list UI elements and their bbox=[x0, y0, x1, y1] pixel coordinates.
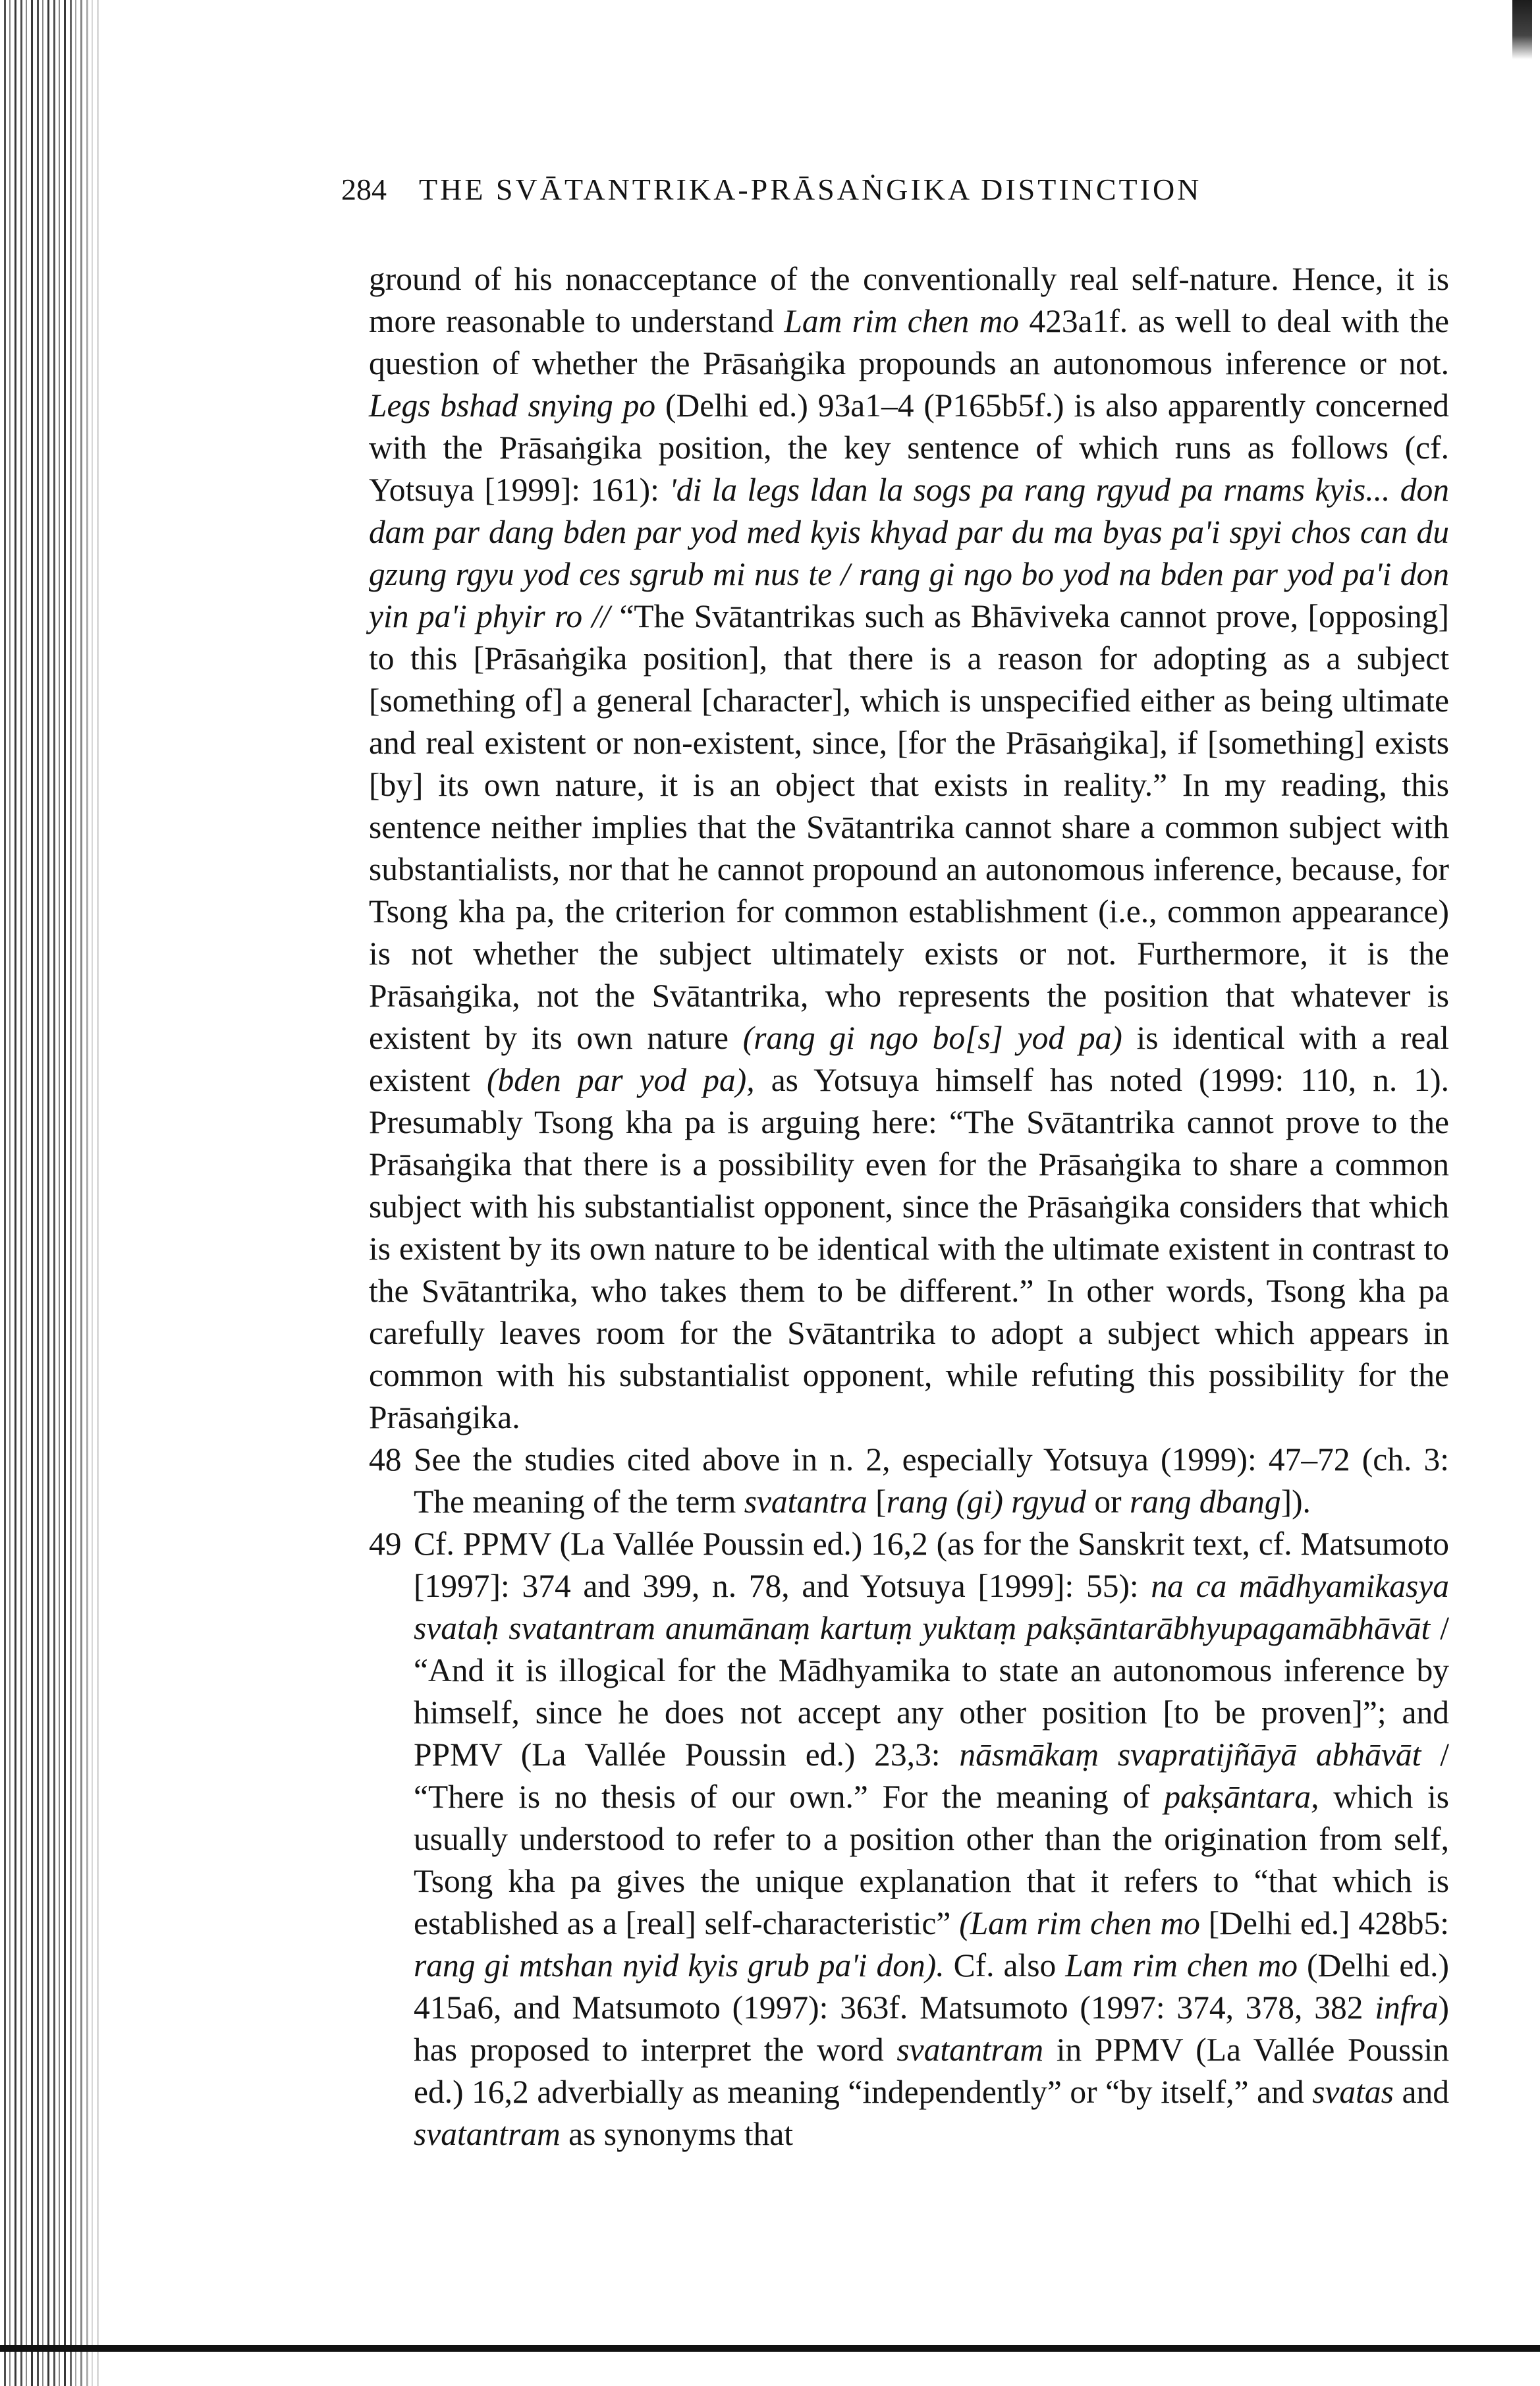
italic-text-run: rang dbang bbox=[1129, 1484, 1281, 1520]
italic-text-run: Legs bshad snying po bbox=[369, 387, 656, 424]
text-run: [ bbox=[867, 1484, 887, 1520]
footnote-47-continued bbox=[369, 258, 1449, 1439]
text-run: ground of his nonacceptance of the conventionally real self-nature. Hence, it is more reasonable to understand bbox=[369, 261, 1449, 339]
italic-text-run: (Lam rim chen mo bbox=[959, 1905, 1200, 1941]
text-run: “The Svātantrikas such as Bhāviveka cannot prove, [opposing] to this [Prāsaṅgika position], that there is a reason for adopting as a subject [something of] a general [character], which is unspecified either as being ultimate and real existent or non-existent, since, [for the Prāsaṅgika], if [something] exists [by] its own nature, it is an object that exists in reality.” In my reading, this sentence neither implies that the Svātantrika cannot share a common subject with substantialists, nor that he cannot propound an autonomous inference, because, for Tsong kha pa, the criterion for common establishment (i.e., common appearance) is not whether the subject ultimately exists or not. Furthermore, it is the Prāsaṅgika, not the Svātantrika, who represents the position that whatever is existent by its own nature bbox=[369, 598, 1449, 1056]
text-run: as Yotsuya himself has noted (1999: 110, n. 1). Presumably Tsong kha pa is arguing here: “The Svātantrika cannot prove to the Prāsaṅgika that there is a possibility even for the Prāsaṅgika to share a common subject with his substantialist opponent, since the Prāsaṅgika considers that which is existent by its own nature to be identical with the ultimate existent in contrast to the Svātantrika, who takes them to be different.” In other words, Tsong kha pa carefully leaves room for the Svātantrika to adopt a subject which appears in common with his substantialist opponent, while refuting this possibility for the Prāsaṅgika. bbox=[369, 1062, 1449, 1435]
italic-text-run: svatas bbox=[1312, 2074, 1394, 2110]
italic-text-run: rang gi mtshan nyid kyis grub pa'i don). bbox=[414, 1947, 945, 1984]
italic-text-run: svatantram bbox=[896, 2032, 1044, 2068]
page-number: 284 bbox=[341, 173, 387, 206]
italic-text-run: 'di la legs ldan la sogs pa rang rgyud pa rnams kyis... don dam par dang bden par yod med kyis khyad par du ma byas pa'i spyi chos can du gzung rgyu yod ces sgrub mi nus te / rang gi ngo bo yod na bden par yod pa'i don yin pa'i phyir ro // bbox=[369, 472, 1449, 634]
italic-text-run: Lam rim chen mo bbox=[1065, 1947, 1298, 1984]
text-run: as synonyms that bbox=[560, 2116, 794, 2152]
footnotes-block bbox=[369, 258, 1449, 2155]
italic-text-run: pakṣāntara, bbox=[1164, 1779, 1319, 1815]
text-run: ) has proposed to interpret the word bbox=[414, 1989, 1449, 2068]
scan-gutter-fade bbox=[66, 0, 105, 2386]
italic-text-run: infra bbox=[1375, 1989, 1439, 2026]
italic-text-run: (rang gi ngo bo[s] yod pa) bbox=[742, 1020, 1122, 1056]
text-run: which is usually understood to refer to a position other than the origination from self, Tsong kha pa gives the unique explanation that it refers to “that which is established as a [real] self-characteristic” bbox=[414, 1779, 1449, 1941]
footnote-text bbox=[414, 1523, 1449, 2155]
text-run: / “And it is illogical for the Mādhyamika to state an autonomous inference by himself, since he does not accept any other position [to be proven]”; and PPMV (La Vallée Poussin ed.) 23,3: bbox=[414, 1610, 1449, 1773]
scan-bottom-rule bbox=[0, 2345, 1540, 2352]
text-run: in PPMV (La Vallée Poussin ed.) 16,2 adverbially as meaning “independently” or “by itself,” and bbox=[414, 2032, 1450, 2110]
text-run: (Delhi ed.) 93a1–4 (P165b5f.) is also apparently concerned with the Prāsaṅgika position, the key sentence of which runs as follows (cf. Yotsuya [1999]: 161): bbox=[369, 387, 1449, 508]
footnote-text bbox=[414, 1439, 1449, 1523]
text-run: (Delhi ed.) 415a6, and Matsumoto (1997): 363f. Matsumoto (1997: 374, 378, 382 bbox=[414, 1947, 1449, 2026]
text-run: Cf. also bbox=[944, 1947, 1066, 1984]
text-run: / “There is no thesis of our own.” For the meaning of bbox=[414, 1736, 1449, 1815]
footnote-number: 48 bbox=[369, 1441, 402, 1478]
text-run: 423a1f. as well to deal with the question of whether the Prāsaṅgika propounds an autonomous inference or not. bbox=[369, 303, 1449, 381]
scan-corner-mark bbox=[1512, 0, 1532, 59]
text-run: and bbox=[1393, 2074, 1449, 2110]
footnote-48 bbox=[369, 1439, 1449, 1523]
footnote-49 bbox=[369, 1523, 1450, 2155]
italic-text-run: rang (gi) rgyud bbox=[886, 1484, 1086, 1520]
text-run: [Delhi ed.] 428b5: bbox=[1199, 1905, 1449, 1941]
text-run: See the studies cited above in n. 2, especially Yotsuya (1999): 47–72 (ch. 3: The meaning of the term bbox=[414, 1441, 1449, 1520]
text-run: or bbox=[1086, 1484, 1130, 1520]
italic-text-run: svatantra bbox=[744, 1484, 867, 1520]
italic-text-run: nāsmākaṃ svapratijñāyā abhāvāt bbox=[959, 1736, 1421, 1773]
text-run: ]). bbox=[1280, 1484, 1311, 1520]
text-run: is identical with a real existent bbox=[369, 1020, 1450, 1098]
running-head bbox=[341, 170, 1461, 209]
italic-text-run: na ca mādhyamikasya svataḥ svatantram anumānaṃ kartuṃ yuktaṃ pakṣāntarābhyupagamābhāvāt bbox=[414, 1568, 1449, 1646]
text-run: Cf. PPMV (La Vallée Poussin ed.) 16,2 (as for the Sanskrit text, cf. Matsumoto [1997]: 374 and 399, n. 78, and Yotsuya [1999]: 55): bbox=[414, 1526, 1449, 1604]
italic-text-run: (bden par yod pa), bbox=[487, 1062, 755, 1098]
running-title: THE SVĀTANTRIKA-PRĀSAṄGIKA DISTINCTION bbox=[419, 173, 1202, 206]
italic-text-run: Lam rim chen mo bbox=[784, 303, 1020, 339]
italic-text-run: svatantram bbox=[414, 2116, 561, 2152]
footnote-number: 49 bbox=[369, 1526, 402, 1562]
